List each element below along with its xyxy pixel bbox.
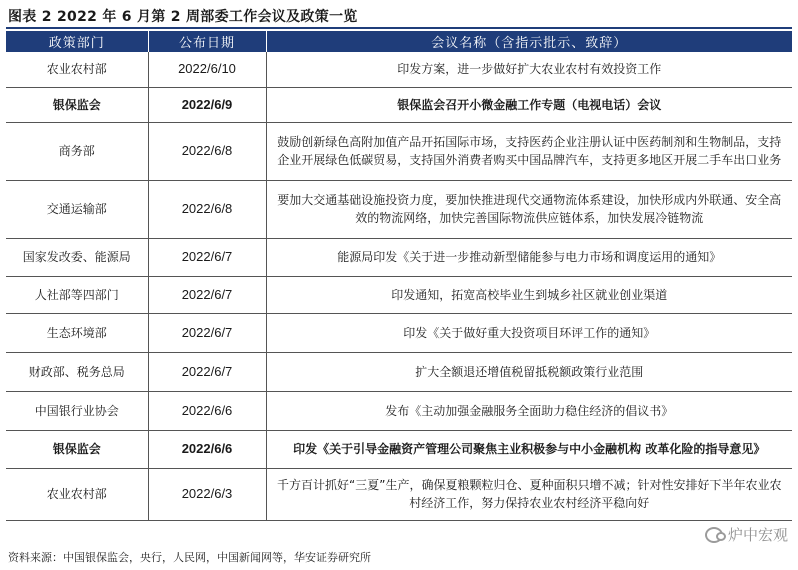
table-header-row xyxy=(6,31,792,52)
cell-dept: 生态环境部 xyxy=(6,313,148,352)
cell-date: 2022/6/7 xyxy=(148,238,266,276)
watermark xyxy=(705,524,788,545)
table-row xyxy=(6,430,792,468)
header-content: 会议名称（含指示批示、致辞） xyxy=(266,31,792,52)
cell-content: 印发方案，进一步做好扩大农业农村有效投资工作 xyxy=(266,52,792,87)
cell-dept: 银保监会 xyxy=(6,87,148,122)
table-row xyxy=(6,122,792,180)
cell-date: 2022/6/8 xyxy=(148,180,266,238)
cell-date: 2022/6/10 xyxy=(148,52,266,87)
cell-dept: 商务部 xyxy=(6,122,148,180)
table-row xyxy=(6,87,792,122)
table-row xyxy=(6,180,792,238)
header-dept: 政策部门 xyxy=(6,31,148,52)
cell-date: 2022/6/8 xyxy=(148,122,266,180)
cell-dept: 农业农村部 xyxy=(6,52,148,87)
cell-content: 扩大全额退还增值税留抵税额政策行业范围 xyxy=(266,352,792,391)
table-row xyxy=(6,391,792,430)
cell-content: 银保监会召开小微金融工作专题（电视电话）会议 xyxy=(266,87,792,122)
cell-content: 印发《关于做好重大投资项目环评工作的通知》 xyxy=(266,313,792,352)
figure-title: 图表 2 2022 年 6 月第 2 周部委工作会议及政策一览 xyxy=(8,9,358,25)
cell-date: 2022/6/3 xyxy=(148,468,266,520)
cell-dept: 国家发改委、能源局 xyxy=(6,238,148,276)
cell-content: 能源局印发《关于进一步推动新型储能参与电力市场和调度运用的通知》 xyxy=(266,238,792,276)
cell-content: 要加大交通基础设施投资力度，要加快推进现代交通物流体系建设，加快形成内外联通、安全高效的物流网络，加快完善国际物流供应链体系，加快发展冷链物流 xyxy=(266,180,792,238)
cell-date: 2022/6/6 xyxy=(148,430,266,468)
table-row xyxy=(6,352,792,391)
cell-date: 2022/6/7 xyxy=(148,352,266,391)
cell-date: 2022/6/7 xyxy=(148,313,266,352)
table-row xyxy=(6,313,792,352)
policy-table xyxy=(6,31,792,521)
cell-dept: 中国银行业协会 xyxy=(6,391,148,430)
cell-content: 发布《主动加强金融服务全面助力稳住经济的倡议书》 xyxy=(266,391,792,430)
cell-dept: 交通运输部 xyxy=(6,180,148,238)
cell-content: 印发《关于引导金融资产管理公司聚焦主业积极参与中小金融机构 改革化险的指导意见》 xyxy=(266,430,792,468)
cell-content: 印发通知，拓宽高校毕业生到城乡社区就业创业渠道 xyxy=(266,276,792,313)
title-rule xyxy=(6,27,792,29)
table-row xyxy=(6,468,792,520)
header-date: 公布日期 xyxy=(148,31,266,52)
cell-content: 鼓励创新绿色高附加值产品开拓国际市场，支持医药企业注册认证中医药制剂和生物制品，支持企业开展绿色低碳贸易，支持国外消费者购买中国品牌汽车，支持更多地区开展二手车出口业务 xyxy=(266,122,792,180)
cell-content: 千方百计抓好“三夏”生产，确保夏粮颗粒归仓、夏种面积只增不减；针对性安排好下半年农业农村经济工作，努力保持农业农村经济平稳向好 xyxy=(266,468,792,520)
cell-dept: 财政部、税务总局 xyxy=(6,352,148,391)
table-row xyxy=(6,276,792,313)
cell-dept: 银保监会 xyxy=(6,430,148,468)
watermark-text: 炉中宏观 xyxy=(727,526,788,544)
wechat-icon xyxy=(705,527,723,543)
source-note: 资料来源：中国银保监会，央行，人民网，中国新闻网等，华安证券研究所 xyxy=(8,551,371,564)
table-row xyxy=(6,52,792,87)
cell-date: 2022/6/9 xyxy=(148,87,266,122)
table-row xyxy=(6,238,792,276)
cell-date: 2022/6/7 xyxy=(148,276,266,313)
cell-date: 2022/6/6 xyxy=(148,391,266,430)
cell-dept: 农业农村部 xyxy=(6,468,148,520)
cell-dept: 人社部等四部门 xyxy=(6,276,148,313)
